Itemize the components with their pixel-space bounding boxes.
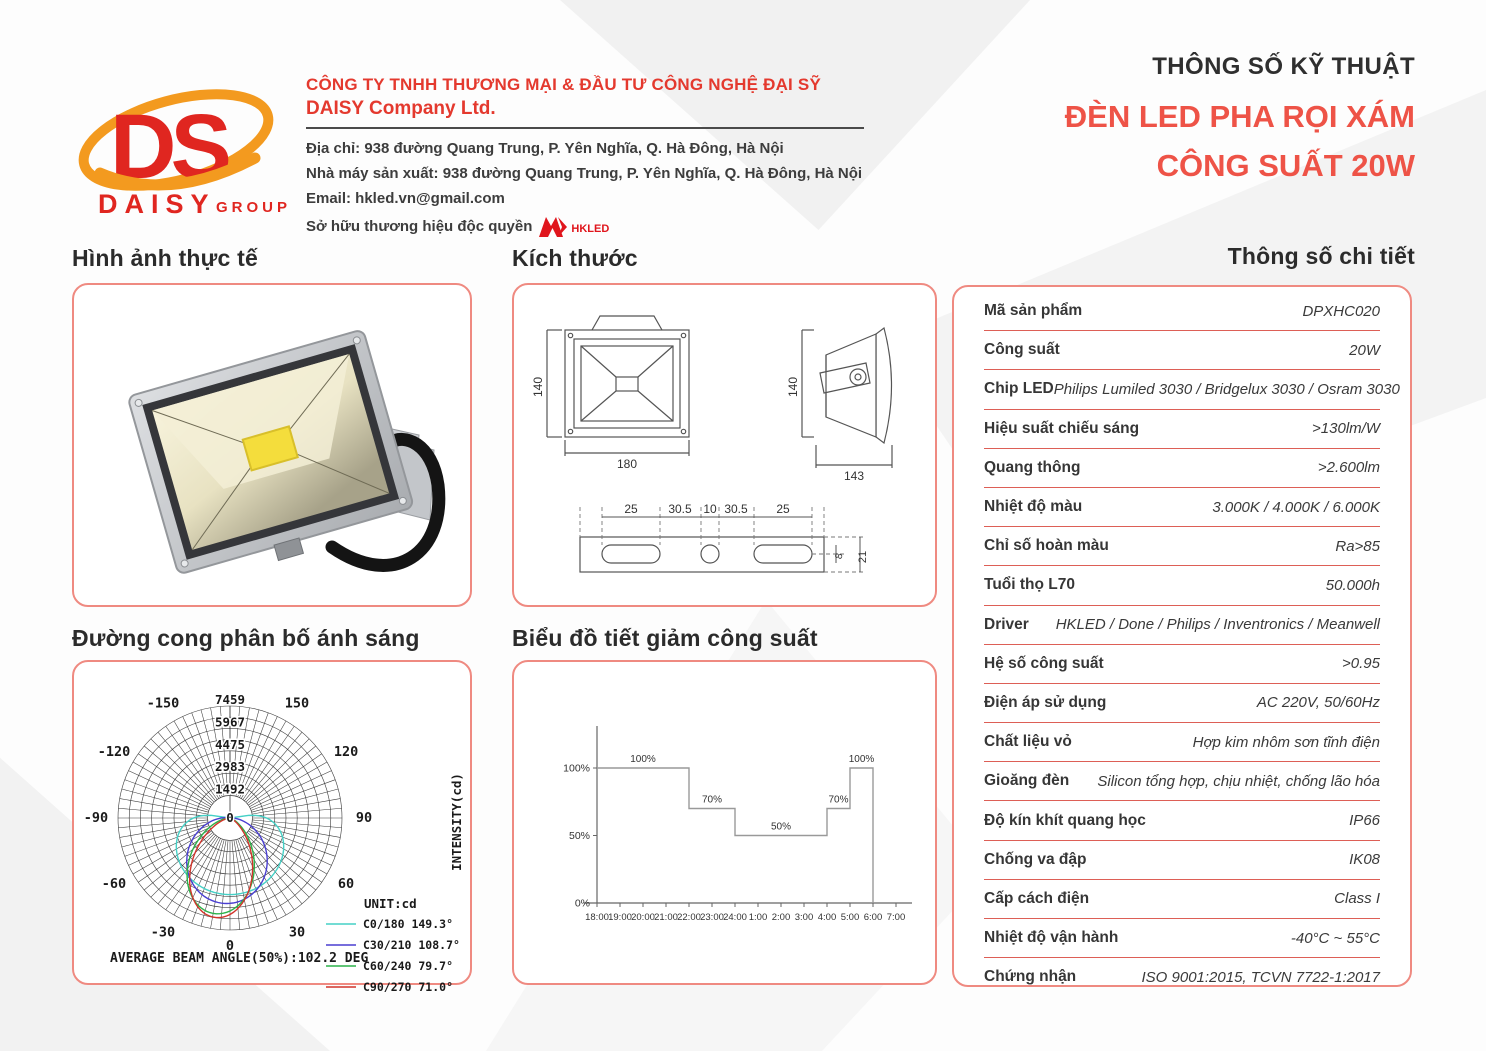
dimensions-panel bbox=[512, 283, 937, 607]
polar-grid-spoke bbox=[234, 840, 250, 928]
spec-label: Chỉ số hoàn màu bbox=[984, 537, 1109, 555]
section-heading-specs: Thông số chi tiết bbox=[1227, 243, 1415, 269]
spec-row bbox=[984, 292, 1380, 331]
x-tick-label: 6:00 bbox=[863, 912, 883, 923]
divider bbox=[306, 127, 864, 129]
daisy-logo bbox=[70, 78, 292, 226]
spec-value: >2.600lm bbox=[1317, 459, 1380, 477]
spec-label: Chống va đập bbox=[984, 850, 1087, 868]
product-photo bbox=[74, 285, 470, 605]
product-title-line2: CÔNG SUẤT 20W bbox=[1156, 148, 1415, 183]
spec-value: IP66 bbox=[1349, 812, 1380, 830]
x-tick-label: 20:00 bbox=[631, 912, 655, 923]
spec-row bbox=[984, 841, 1380, 880]
polar-grid-spoke bbox=[133, 762, 211, 807]
company-email: Email: hkled.vn@gmail.com bbox=[306, 190, 505, 207]
polar-angle-label: -120 bbox=[97, 744, 131, 760]
x-tick-label: 7:00 bbox=[886, 912, 906, 923]
segment-label: 70% bbox=[828, 794, 849, 806]
spec-row bbox=[984, 723, 1380, 762]
polar-angle-label: -90 bbox=[83, 810, 109, 826]
title-block bbox=[915, 53, 1415, 190]
polar-angle-label: 90 bbox=[355, 810, 373, 826]
polar-grid-spoke bbox=[252, 824, 339, 847]
derating-panel bbox=[512, 660, 937, 985]
spec-row bbox=[984, 370, 1400, 409]
company-name-en: DAISY Company Ltd. bbox=[306, 98, 496, 119]
spec-row bbox=[984, 566, 1380, 605]
spec-label: Chip LED bbox=[984, 380, 1054, 398]
polar-grid-spoke bbox=[144, 746, 213, 804]
spec-row bbox=[984, 880, 1380, 919]
polar-grid-spoke bbox=[239, 838, 277, 919]
x-tick-label: 1:00 bbox=[748, 912, 768, 923]
spec-label: Nhiệt độ vận hành bbox=[984, 929, 1119, 947]
derating-step-line bbox=[597, 768, 873, 903]
polar-grid-spoke bbox=[158, 732, 216, 801]
polar-ring-label: 2983 bbox=[214, 759, 246, 775]
spec-value: Hợp kim nhôm sơn tĩnh điện bbox=[1192, 733, 1380, 751]
y-tick-label: 50% bbox=[568, 830, 590, 842]
trademark-line bbox=[306, 211, 864, 242]
polar-grid-spoke bbox=[244, 732, 302, 801]
x-tick-label: 23:00 bbox=[700, 912, 724, 923]
polar-ring-label: 7459 bbox=[214, 692, 246, 707]
polar-angle-label: -60 bbox=[101, 876, 127, 892]
polar-unit-label: UNIT:cd bbox=[364, 896, 417, 911]
segment-label: 100% bbox=[630, 754, 656, 765]
dim-side-height: 140 bbox=[786, 376, 800, 398]
polar-grid-spoke bbox=[174, 721, 219, 799]
spec-row bbox=[984, 645, 1380, 684]
x-tick-label: 21:00 bbox=[654, 912, 678, 923]
x-tick-label: 19:00 bbox=[608, 912, 632, 923]
spec-value: -40°C ~ 55°C bbox=[1290, 929, 1380, 947]
spec-row bbox=[984, 684, 1380, 723]
segment-label: 70% bbox=[701, 794, 723, 806]
spec-row bbox=[984, 606, 1380, 645]
spec-value: AC 220V, 50/60Hz bbox=[1256, 694, 1380, 712]
segment-label: 50% bbox=[770, 821, 792, 833]
spec-value: 20W bbox=[1349, 341, 1380, 359]
spec-label: Gioăng đèn bbox=[984, 772, 1070, 790]
segment-label: 100% bbox=[848, 754, 875, 765]
spec-value: >0.95 bbox=[1342, 655, 1380, 673]
polar-series-curve bbox=[187, 818, 268, 904]
polar-grid-spoke bbox=[252, 822, 340, 838]
avg-beam-angle-label: AVERAGE BEAM ANGLE(50%):102.2 DEG bbox=[110, 951, 369, 966]
dim-bracket-3: 10 bbox=[703, 502, 717, 516]
spec-value: Ra>85 bbox=[1335, 537, 1380, 555]
doc-title: THÔNG SỐ KỸ THUẬT bbox=[1152, 53, 1415, 80]
spec-value: IK08 bbox=[1349, 851, 1380, 869]
spec-value: Silicon tổng hợp, chịu nhiệt, chống lão hóa bbox=[1097, 772, 1380, 790]
polar-grid-spoke bbox=[241, 837, 286, 915]
section-heading-derating: Biểu đồ tiết giảm công suất bbox=[512, 625, 818, 651]
polar-ring-label: 5967 bbox=[214, 714, 246, 730]
spec-label: Điện áp sử dụng bbox=[984, 693, 1107, 711]
company-address: Địa chỉ: 938 đường Quang Trung, P. Yên Nghĩa, Q. Hà Đông, Hà Nội bbox=[306, 140, 784, 157]
spec-label: Mã sản phẩm bbox=[984, 302, 1083, 320]
spec-label: Nhiệt độ màu bbox=[984, 498, 1083, 516]
legend-label: C90/270 71.0° bbox=[363, 980, 454, 994]
x-tick-label: 24:00 bbox=[723, 912, 747, 923]
x-tick-label: 2:00 bbox=[771, 912, 791, 923]
spec-value: ISO 9001:2015, TCVN 7722-1:2017 bbox=[1141, 968, 1380, 986]
dim-front-height: 140 bbox=[531, 376, 545, 398]
x-tick-label: 5:00 bbox=[840, 912, 860, 923]
spec-row bbox=[984, 488, 1380, 527]
spec-label: Công suất bbox=[984, 341, 1060, 359]
dim-bracket-1: 25 bbox=[624, 502, 638, 516]
spec-row bbox=[984, 801, 1380, 840]
photo-panel bbox=[72, 283, 472, 607]
polar-grid-spoke bbox=[122, 789, 209, 812]
spec-label: Chất liệu vỏ bbox=[984, 733, 1072, 751]
spec-label: Hiệu suất chiếu sáng bbox=[984, 419, 1140, 437]
x-tick-label: 18:00 bbox=[585, 912, 609, 923]
spec-label: Quang thông bbox=[984, 458, 1081, 476]
polar-grid-spoke bbox=[252, 789, 339, 812]
product-title bbox=[915, 92, 1415, 190]
intensity-axis-label: INTENSITY(cd) bbox=[449, 773, 464, 871]
spec-row bbox=[984, 919, 1380, 958]
polar-grid-spoke bbox=[236, 840, 259, 927]
dim-slot-height: 8 bbox=[833, 552, 846, 561]
polar-grid-spoke bbox=[128, 771, 209, 809]
polar-angle-label: 120 bbox=[333, 744, 359, 760]
spec-value: 50.000h bbox=[1325, 576, 1380, 594]
logo-word: DAISY bbox=[98, 189, 216, 219]
spec-value: Class I bbox=[1334, 890, 1380, 908]
spec-row bbox=[984, 410, 1380, 449]
spec-label: Chứng nhận bbox=[984, 968, 1077, 986]
x-tick-label: 4:00 bbox=[817, 912, 837, 923]
section-heading-photometric: Đường cong phân bố ánh sáng bbox=[72, 625, 420, 651]
spec-label: Hệ số công suất bbox=[984, 654, 1104, 672]
polar-angle-label: -30 bbox=[150, 924, 176, 941]
section-heading-dimensions: Kích thước bbox=[512, 245, 638, 271]
y-tick-label: 0% bbox=[574, 897, 590, 910]
dim-bracket-2: 30.5 bbox=[668, 502, 692, 516]
polar-grid-spoke bbox=[250, 827, 331, 865]
polar-grid-spoke bbox=[133, 829, 211, 874]
polar-grid-spoke bbox=[211, 840, 227, 928]
logo-word2: GROUP bbox=[216, 199, 292, 216]
derating-chart-svg bbox=[514, 662, 935, 983]
x-tick-label: 22:00 bbox=[677, 912, 701, 923]
dim-bracket-4: 30.5 bbox=[724, 502, 748, 516]
polar-angle-label: 0 bbox=[225, 938, 235, 954]
spec-label: Tuổi thọ L70 bbox=[984, 576, 1075, 594]
polar-grid-spoke bbox=[120, 799, 208, 815]
company-factory: Nhà máy sản xuất: 938 đường Quang Trung, P. Yên Nghĩa, Q. Hà Đông, Hà Nội bbox=[306, 165, 863, 182]
hkled-logo-icon bbox=[538, 216, 568, 238]
spec-value: HKLED / Done / Philips / Inventronics / Meanwell bbox=[1055, 616, 1380, 634]
legend-label: C30/210 108.7° bbox=[363, 938, 460, 952]
company-name: CÔNG TY TNHH THƯƠNG MẠI & ĐẦU TƯ CÔNG NGHỆ ĐẠI SỸ bbox=[306, 75, 821, 94]
spec-table bbox=[954, 287, 1410, 996]
polar-grid-spoke bbox=[247, 746, 316, 804]
legend-label: C60/240 79.7° bbox=[363, 959, 454, 973]
polar-grid-spoke bbox=[250, 771, 331, 809]
spec-value: DPXHC020 bbox=[1302, 302, 1380, 320]
section-heading-photo: Hình ảnh thực tế bbox=[72, 245, 258, 271]
dim-front-width: 180 bbox=[616, 457, 638, 471]
polar-grid-spoke bbox=[249, 762, 327, 807]
polar-ring-label: 1492 bbox=[214, 781, 246, 797]
spec-row bbox=[984, 449, 1380, 488]
polar-angle-label: 150 bbox=[284, 695, 310, 712]
spec-label: Độ kín khít quang học bbox=[984, 811, 1146, 829]
x-tick-label: 3:00 bbox=[794, 912, 814, 923]
dim-side-depth: 143 bbox=[843, 469, 865, 483]
company-info bbox=[306, 75, 864, 242]
spec-row bbox=[984, 958, 1380, 996]
photometric-panel bbox=[72, 660, 472, 994]
polar-angle-label: 60 bbox=[337, 876, 355, 892]
spec-label: Cấp cách điện bbox=[984, 889, 1090, 907]
trademark-text: Sở hữu thương hiệu độc quyền bbox=[306, 218, 533, 235]
spec-row bbox=[984, 331, 1380, 370]
spec-row bbox=[984, 527, 1380, 566]
dim-bar-height: 21 bbox=[857, 550, 869, 564]
spec-value: Philips Lumiled 3030 / Bridgelux 3030 / Osram 3030 bbox=[1053, 380, 1400, 398]
dim-bracket-5: 25 bbox=[776, 502, 790, 516]
spec-row bbox=[984, 762, 1380, 801]
trademark-brand: HKLED bbox=[571, 223, 610, 235]
y-tick-label: 100% bbox=[563, 762, 590, 775]
legend-label: C0/180 149.3° bbox=[363, 917, 454, 931]
dimensions-drawing bbox=[514, 285, 935, 605]
polar-ring-label: 0 bbox=[226, 810, 234, 825]
specs-panel bbox=[952, 285, 1412, 987]
polar-grid-spoke bbox=[239, 716, 277, 797]
polar-grid-spoke bbox=[241, 721, 286, 799]
photometric-chart-svg bbox=[74, 662, 470, 994]
polar-ring-label: 4475 bbox=[214, 736, 246, 752]
logo-letters: DS bbox=[110, 96, 226, 198]
polar-grid-spoke bbox=[249, 829, 327, 874]
polar-grid-spoke bbox=[252, 799, 340, 815]
spec-value: >130lm/W bbox=[1312, 420, 1380, 438]
spec-value: 3.000K / 4.000K / 6.000K bbox=[1212, 498, 1380, 516]
polar-angle-label: -150 bbox=[146, 695, 180, 712]
spec-label: Driver bbox=[984, 615, 1029, 633]
polar-angle-label: 30 bbox=[288, 924, 306, 941]
product-title-line1: ĐÈN LED PHA RỌI XÁM bbox=[1064, 99, 1415, 134]
